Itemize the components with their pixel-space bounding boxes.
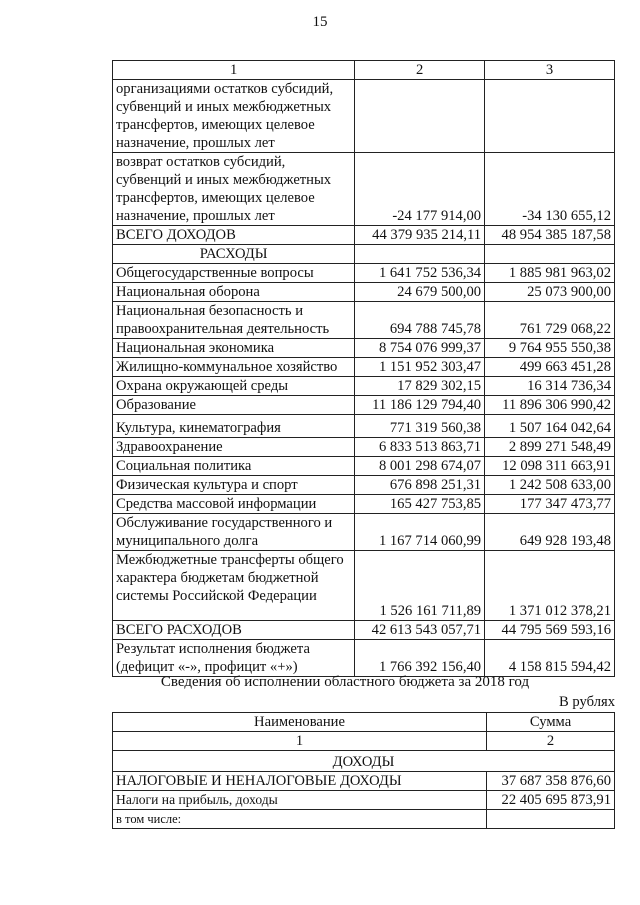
row-name: Жилищно-коммунальное хозяйство — [113, 358, 355, 377]
column-number: 1 — [113, 61, 355, 80]
table-row — [113, 245, 615, 264]
header-sum: Сумма — [487, 713, 615, 732]
row-name: Национальная безопасность и правоохранительная деятельность — [113, 302, 355, 339]
column-number: 3 — [485, 61, 615, 80]
row-name: Общегосударственные вопросы — [113, 264, 355, 283]
row-value-v3: 177 347 473,77 — [485, 495, 615, 514]
row-value: 22 405 695 873,91 — [487, 791, 615, 810]
header-row — [113, 61, 615, 80]
table-row — [113, 772, 615, 791]
row-name: возврат остатков субсидий, субвенций и иных межбюджетных трансфертов, имеющих целевое назначение, прошлых лет — [113, 153, 355, 226]
row-value-v3: 2 899 271 548,49 — [485, 438, 615, 457]
table-row — [113, 153, 615, 226]
row-value-v3: 1 507 164 042,64 — [485, 415, 615, 438]
column-number: 2 — [355, 61, 485, 80]
header-name: Наименование — [113, 713, 487, 732]
row-value-v2: 165 427 753,85 — [355, 495, 485, 514]
row-value-v3: 25 073 900,00 — [485, 283, 615, 302]
row-value-v3: 4 158 815 594,42 — [485, 640, 615, 677]
row-name: ВСЕГО РАСХОДОВ — [113, 621, 355, 640]
row-name: Национальная экономика — [113, 339, 355, 358]
table-row — [113, 264, 615, 283]
table-row — [113, 358, 615, 377]
row-name: Средства массовой информации — [113, 495, 355, 514]
row-value — [487, 810, 615, 829]
row-value-v3: 649 928 193,48 — [485, 514, 615, 551]
row-value-v3: 16 314 736,34 — [485, 377, 615, 396]
table-row — [113, 226, 615, 245]
table-row — [113, 396, 615, 415]
column-number: 2 — [487, 732, 615, 751]
row-value-v3: 11 896 306 990,42 — [485, 396, 615, 415]
table-row — [113, 415, 615, 438]
row-value-v2: 1 766 392 156,40 — [355, 640, 485, 677]
table-row — [113, 810, 615, 829]
row-name: в том числе: — [113, 810, 487, 829]
table-row — [113, 457, 615, 476]
row-name: Социальная политика — [113, 457, 355, 476]
table-row — [113, 791, 615, 810]
table-row — [113, 302, 615, 339]
row-value-v3 — [485, 80, 615, 153]
table-row — [113, 514, 615, 551]
budget-table — [112, 60, 615, 677]
row-name: Результат исполнения бюджета (дефицит «-», профицит «+») — [113, 640, 355, 677]
table-row — [113, 80, 615, 153]
row-value-v3: 1 242 508 633,00 — [485, 476, 615, 495]
row-value-v2: -24 177 914,00 — [355, 153, 485, 226]
row-value-v3: 761 729 068,22 — [485, 302, 615, 339]
row-value-v2: 1 151 952 303,47 — [355, 358, 485, 377]
row-name: Образование — [113, 396, 355, 415]
row-value-v2: 42 613 543 057,71 — [355, 621, 485, 640]
row-value-v2: 8 001 298 674,07 — [355, 457, 485, 476]
table-row — [113, 640, 615, 677]
row-value-v3: 44 795 569 593,16 — [485, 621, 615, 640]
table-row — [113, 476, 615, 495]
row-name: Национальная оборона — [113, 283, 355, 302]
row-value-v3 — [485, 245, 615, 264]
row-value-v3: 48 954 385 187,58 — [485, 226, 615, 245]
table-row — [113, 377, 615, 396]
unit-label: В рублях — [559, 694, 615, 710]
row-value-v3: 9 764 955 550,38 — [485, 339, 615, 358]
row-value-v3: 1 885 981 963,02 — [485, 264, 615, 283]
column-number: 1 — [113, 732, 487, 751]
row-value-v2: 1 641 752 536,34 — [355, 264, 485, 283]
row-name: Межбюджетные трансферты общего характера бюджетам бюджетной системы Российской Федерации — [113, 551, 355, 621]
row-value-v2 — [355, 80, 485, 153]
row-value-v2: 1 167 714 060,99 — [355, 514, 485, 551]
table-row — [113, 339, 615, 358]
row-name: организациями остатков субсидий, субвенций и иных межбюджетных трансфертов, имеющих целевое назначение, прошлых лет — [113, 80, 355, 153]
section-label: ДОХОДЫ — [113, 751, 615, 772]
regional-budget-table — [112, 712, 615, 829]
row-name: РАСХОДЫ — [113, 245, 355, 264]
row-value-v2: 1 526 161 711,89 — [355, 551, 485, 621]
row-value-v2 — [355, 245, 485, 264]
row-value-v3: -34 130 655,12 — [485, 153, 615, 226]
row-value-v3: 1 371 012 378,21 — [485, 551, 615, 621]
row-value-v2: 8 754 076 999,37 — [355, 339, 485, 358]
row-value-v2: 17 829 302,15 — [355, 377, 485, 396]
row-value-v3: 12 098 311 663,91 — [485, 457, 615, 476]
row-name: Налоги на прибыль, доходы — [113, 791, 487, 810]
row-value-v3: 499 663 451,28 — [485, 358, 615, 377]
row-name: НАЛОГОВЫЕ И НЕНАЛОГОВЫЕ ДОХОДЫ — [113, 772, 487, 791]
table-row — [113, 438, 615, 457]
row-name: Здравоохранение — [113, 438, 355, 457]
column-number-row — [113, 732, 615, 751]
section-row — [113, 751, 615, 772]
row-name: Обслуживание государственного и муниципального долга — [113, 514, 355, 551]
table-row — [113, 495, 615, 514]
row-value-v2: 676 898 251,31 — [355, 476, 485, 495]
header-row — [113, 713, 615, 732]
row-value-v2: 24 679 500,00 — [355, 283, 485, 302]
row-name: Культура, кинематография — [113, 415, 355, 438]
row-value-v2: 11 186 129 794,40 — [355, 396, 485, 415]
row-value-v2: 44 379 935 214,11 — [355, 226, 485, 245]
page-number: 15 — [312, 14, 328, 30]
row-name: ВСЕГО ДОХОДОВ — [113, 226, 355, 245]
row-value-v2: 694 788 745,78 — [355, 302, 485, 339]
row-name: Физическая культура и спорт — [113, 476, 355, 495]
table-row — [113, 621, 615, 640]
row-value-v2: 771 319 560,38 — [355, 415, 485, 438]
section-title: Сведения об исполнении областного бюджета за 2018 год — [160, 674, 530, 690]
table-row — [113, 551, 615, 621]
row-value-v2: 6 833 513 863,71 — [355, 438, 485, 457]
row-name: Охрана окружающей среды — [113, 377, 355, 396]
table-row — [113, 283, 615, 302]
row-value: 37 687 358 876,60 — [487, 772, 615, 791]
